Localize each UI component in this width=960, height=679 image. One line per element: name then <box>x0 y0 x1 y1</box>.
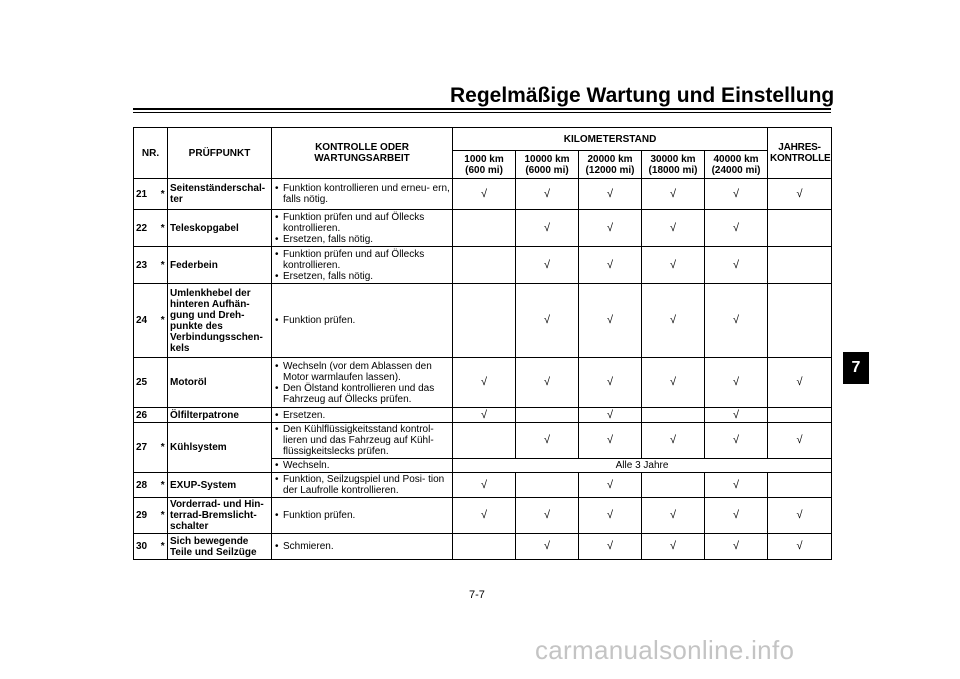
check-cell: √ <box>642 358 705 408</box>
check-cell: √ <box>642 498 705 534</box>
row-item-line: EXUP-System <box>170 479 237 491</box>
watermark: carmanualsonline.info <box>535 635 795 665</box>
work-item: • Funktion kontrollieren und erneu- ern, falls nötig. <box>274 183 450 205</box>
row-star: * <box>159 473 168 498</box>
check-cell <box>642 473 705 498</box>
work-item: • Wechseln. <box>274 460 450 471</box>
check-cell: √ <box>705 423 768 459</box>
row-item <box>168 534 272 560</box>
row-item-line: hinteren Aufhän- <box>170 298 250 310</box>
work-item: • Funktion prüfen. <box>274 510 450 521</box>
work-list <box>274 510 450 521</box>
work-item: • Ersetzen, falls nötig. <box>274 271 450 282</box>
page-number: 7-7 <box>469 589 485 601</box>
maintenance-table <box>133 127 832 560</box>
table-row <box>134 534 832 560</box>
interval-mi: (24000 mi) <box>711 164 761 176</box>
row-item-line: Vorderrad- und Hin- <box>170 499 264 510</box>
check-cell: √ <box>705 473 768 498</box>
check-cell: √ <box>642 210 705 247</box>
header-item: PRÜFPUNKT <box>168 128 272 179</box>
work-item: • Funktion prüfen und auf Öllecks kontrollieren. <box>274 249 450 271</box>
work-item: • Funktion prüfen. <box>274 315 450 326</box>
check-cell <box>768 210 832 247</box>
check-cell: √ <box>642 534 705 560</box>
row-item <box>168 179 272 210</box>
header-annual-line1: JAHRES- <box>778 142 821 153</box>
interval-header <box>642 151 705 179</box>
check-cell <box>768 473 832 498</box>
page-title: Regelmäßige Wartung und Einstellung <box>450 84 835 107</box>
row-star: * <box>159 179 168 210</box>
header-nr: NR. <box>134 128 168 179</box>
check-cell: √ <box>453 179 516 210</box>
header-odometer: KILOMETERSTAND <box>453 128 768 151</box>
table-row <box>134 423 832 459</box>
work-item: • Ersetzen, falls nötig. <box>274 234 450 245</box>
row-item <box>168 210 272 247</box>
table-row <box>134 358 832 408</box>
work-item: • Schmieren. <box>274 541 450 552</box>
row-item <box>168 247 272 284</box>
work-list <box>274 541 450 552</box>
check-cell: √ <box>705 247 768 284</box>
work-list <box>274 315 450 326</box>
check-cell <box>453 423 516 459</box>
check-cell <box>516 408 579 423</box>
row-work <box>272 247 453 284</box>
row-work <box>272 358 453 408</box>
check-cell: √ <box>705 498 768 534</box>
check-cell: √ <box>768 358 832 408</box>
interval-km: 1000 km <box>464 153 504 165</box>
work-list <box>274 460 450 471</box>
check-cell: √ <box>768 423 832 459</box>
check-cell <box>453 284 516 358</box>
row-number: 28 <box>134 473 159 498</box>
interval-header <box>705 151 768 179</box>
row-work <box>272 210 453 247</box>
header-work-line2: WARTUNGSARBEIT <box>314 153 410 164</box>
work-item: • Funktion, Seilzugspiel und Posi- tion der Laufrolle kontrollieren. <box>274 474 450 496</box>
interval-header <box>453 151 516 179</box>
check-cell <box>453 534 516 560</box>
interval-km: 30000 km <box>650 153 696 165</box>
row-item-line: ter <box>170 194 183 205</box>
check-cell: √ <box>579 247 642 284</box>
work-list <box>274 410 450 421</box>
check-cell: √ <box>579 473 642 498</box>
work-list <box>274 212 450 245</box>
header-work <box>272 128 453 179</box>
row-work <box>272 534 453 560</box>
check-cell: √ <box>516 284 579 358</box>
check-cell: √ <box>453 358 516 408</box>
header-annual-line2: KONTROLLE <box>770 153 831 164</box>
row-item-line: kels <box>170 342 190 354</box>
table-row <box>134 210 832 247</box>
check-cell: √ <box>705 284 768 358</box>
row-number: 27 <box>134 423 159 473</box>
row-item-line: Teile und Seilzüge <box>170 546 257 558</box>
check-cell <box>642 408 705 423</box>
row-item <box>168 284 272 358</box>
check-cell <box>516 473 579 498</box>
check-cell: √ <box>642 284 705 358</box>
row-work <box>272 423 453 459</box>
interval-km: 20000 km <box>587 153 633 165</box>
row-item-line: Sich bewegende <box>170 535 249 547</box>
check-cell: √ <box>768 179 832 210</box>
row-star <box>159 408 168 423</box>
table-row <box>134 284 832 358</box>
work-item: • Den Kühlflüssigkeitsstand kontrol- lieren und das Fahrzeug auf Kühl- flüssigkeitslecks prüfen. <box>274 424 450 457</box>
row-work <box>272 284 453 358</box>
row-number: 30 <box>134 534 159 560</box>
row-number: 22 <box>134 210 159 247</box>
check-cell <box>453 247 516 284</box>
interval-km: 10000 km <box>524 153 570 165</box>
check-cell: √ <box>705 358 768 408</box>
row-work <box>272 473 453 498</box>
check-cell: √ <box>516 358 579 408</box>
row-item-line: Ölfilterpatrone <box>170 409 239 421</box>
interval-mi: (600 mi) <box>465 164 503 176</box>
row-star: * <box>159 247 168 284</box>
row-number: 29 <box>134 498 159 534</box>
check-cell: √ <box>579 284 642 358</box>
check-cell: √ <box>516 423 579 459</box>
row-star: * <box>159 423 168 473</box>
row-item-line: gung und Dreh- <box>170 309 245 321</box>
row-item <box>168 408 272 423</box>
work-list <box>274 249 450 282</box>
check-cell: √ <box>579 423 642 459</box>
check-cell: √ <box>705 179 768 210</box>
check-cell: √ <box>642 423 705 459</box>
interval-header <box>516 151 579 179</box>
interval-mi: (18000 mi) <box>648 164 698 176</box>
check-cell: √ <box>705 210 768 247</box>
work-item: • Ersetzen. <box>274 410 450 421</box>
row-number: 25 <box>134 358 159 408</box>
check-cell: √ <box>516 179 579 210</box>
row-item-line: Kühlsystem <box>170 442 227 453</box>
check-cell: √ <box>516 534 579 560</box>
row-star: * <box>159 534 168 560</box>
header-annual <box>768 128 832 179</box>
check-cell: √ <box>516 498 579 534</box>
check-cell <box>453 210 516 247</box>
row-star: * <box>159 498 168 534</box>
table-row <box>134 179 832 210</box>
check-cell: √ <box>579 534 642 560</box>
row-number: 23 <box>134 247 159 284</box>
interval-mi: (6000 mi) <box>525 164 569 176</box>
interval-km: 40000 km <box>713 153 759 165</box>
row-star: * <box>159 284 168 358</box>
check-cell <box>768 408 832 423</box>
work-item: • Funktion prüfen und auf Öllecks kontrollieren. <box>274 212 450 234</box>
interval-header <box>579 151 642 179</box>
work-list <box>274 183 450 205</box>
check-cell: √ <box>579 498 642 534</box>
row-item-line: Teleskopgabel <box>170 222 239 234</box>
row-item <box>168 358 272 408</box>
interval-mi: (12000 mi) <box>585 164 635 176</box>
title-rule <box>133 108 831 110</box>
section-tab: 7 <box>843 352 869 384</box>
row-star: * <box>159 210 168 247</box>
check-cell: √ <box>705 534 768 560</box>
check-cell <box>768 247 832 284</box>
row-item-line: Verbindungsschen- <box>170 331 263 343</box>
table-row <box>134 473 832 498</box>
row-work <box>272 498 453 534</box>
table-row <box>134 247 832 284</box>
check-cell: √ <box>768 534 832 560</box>
title-rule-thin <box>133 112 831 113</box>
row-item-line: Federbein <box>170 259 218 271</box>
check-cell <box>768 284 832 358</box>
check-cell: √ <box>579 408 642 423</box>
check-cell: √ <box>642 179 705 210</box>
check-cell: √ <box>453 473 516 498</box>
row-work <box>272 179 453 210</box>
header-work-line1: KONTROLLE ODER <box>315 142 409 153</box>
check-cell: √ <box>516 210 579 247</box>
row-work <box>272 408 453 423</box>
row-star <box>159 358 168 408</box>
check-cell: √ <box>579 210 642 247</box>
row-item-line: schalter <box>170 521 209 532</box>
work-item: • Den Ölstand kontrollieren und das Fahrzeug auf Öllecks prüfen. <box>274 383 450 405</box>
row-item-line: Motoröl <box>170 377 207 388</box>
row-item <box>168 473 272 498</box>
check-cell: √ <box>642 247 705 284</box>
row-item-line: Seitenständerschal- <box>170 183 266 194</box>
check-cell: √ <box>516 247 579 284</box>
row-number: 21 <box>134 179 159 210</box>
row-item-line: terrad-Bremslicht- <box>170 510 257 521</box>
row-number: 26 <box>134 408 159 423</box>
row-number: 24 <box>134 284 159 358</box>
row-item <box>168 423 272 473</box>
work-list <box>274 424 450 457</box>
table-row <box>134 408 832 423</box>
check-cell: √ <box>579 179 642 210</box>
table-row <box>134 498 832 534</box>
check-cell: √ <box>705 408 768 423</box>
row-item <box>168 498 272 534</box>
check-cell: √ <box>768 498 832 534</box>
check-cell: √ <box>453 498 516 534</box>
row-item-line: Umlenkhebel der <box>170 287 251 299</box>
row-item-line: punkte des <box>170 320 223 332</box>
work-list <box>274 361 450 405</box>
work-item: • Wechseln (vor dem Ablassen den Motor warmlaufen lassen). <box>274 361 450 383</box>
check-cell: √ <box>453 408 516 423</box>
work-list <box>274 474 450 496</box>
interval-span-cell: Alle 3 Jahre <box>453 459 832 473</box>
check-cell: √ <box>579 358 642 408</box>
row-work <box>272 459 453 473</box>
